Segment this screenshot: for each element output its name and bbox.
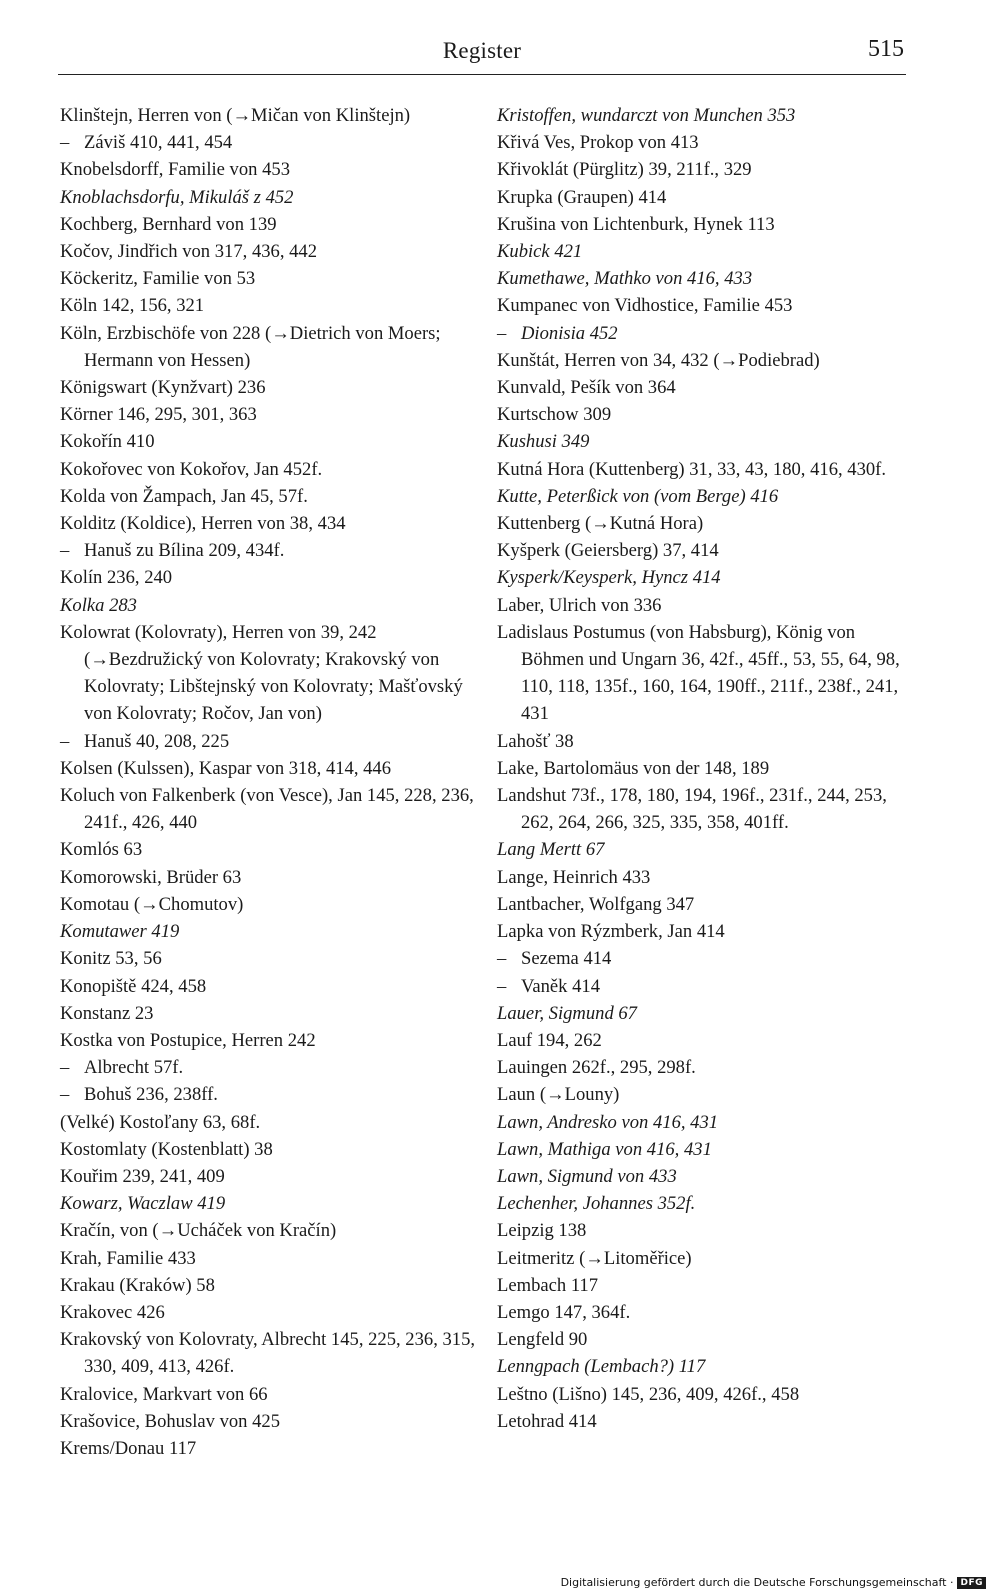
index-entry: Kračín, von (→Ucháček von Kračín) [60, 1220, 337, 1242]
index-entry: Kokořovec von Kokořov, Jan 452f. [60, 458, 323, 480]
index-entry: Kristoffen, wundarczt von Munchen 353 [497, 105, 796, 126]
index-subentry: – Záviš 410, 441, 454 [60, 129, 480, 156]
index-entry: Kyšperk (Geiersberg) 37, 414 [497, 540, 719, 562]
index-entry: Koluch von Falkenberk (von Vesce), Jan 145, 228, 236, 241f., 426, 440 [60, 785, 474, 834]
index-entry: Knobelsdorff, Familie von 453 [60, 159, 290, 181]
index-entry: Kolín 236, 240 [60, 567, 173, 589]
index-entry: Klinštejn, Herren von (→Mičan von Klinštejn) [60, 105, 411, 126]
index-entry: Kutná Hora (Kuttenberg) 31, 33, 43, 180, 416, 430f. [497, 458, 887, 480]
index-entry: Lenngpach (Lembach?) 117 [497, 1356, 706, 1378]
index-entry: Kysperk/Keysperk, Hyncz 414 [497, 567, 721, 589]
index-entry: Kuttenberg (→Kutná Hora) [497, 513, 704, 535]
index-entry: Krah, Familie 433 [60, 1247, 196, 1269]
index-entry: Kunvald, Pešík von 364 [497, 377, 676, 399]
index-entry: Křivá Ves, Prokop von 413 [497, 132, 699, 154]
index-entry: Kowarz, Waczlaw 419 [60, 1193, 226, 1215]
index-entry: Kolda von Žampach, Jan 45, 57f. [60, 485, 308, 507]
index-entry: Komotau (→Chomutov) [60, 893, 244, 915]
index-entry: Křivoklát (Pürglitz) 39, 211f., 329 [497, 159, 752, 181]
index-entry: Krušina von Lichtenburk, Hynek 113 [497, 213, 775, 235]
index-entry: (Velké) Kostoľany 63, 68f. [60, 1111, 261, 1133]
index-entry: Komutawer 419 [60, 921, 180, 943]
index-entry: Kubick 421 [497, 241, 583, 263]
index-entry: Kutte, Peterßick von (vom Berge) 416 [497, 485, 779, 507]
index-entry: Körner 146, 295, 301, 363 [60, 404, 257, 426]
index-entry: Kumpanec von Vidhostice, Familie 453 [497, 295, 793, 317]
index-entry: Laber, Ulrich von 336 [497, 594, 662, 616]
index-entry: Königswart (Kynžvart) 236 [60, 377, 266, 399]
index-entry: Leštno (Lišno) 145, 236, 409, 426f., 458 [497, 1383, 800, 1405]
index-entry: Letohrad 414 [497, 1410, 597, 1432]
index-entry: Kouřim 239, 241, 409 [60, 1165, 225, 1187]
index-entry: Lauingen 262f., 295, 298f. [497, 1057, 696, 1079]
index-subentry: – Albrecht 57f. [60, 1054, 480, 1081]
index-entry: Kostka von Postupice, Herren 242 [60, 1029, 316, 1051]
index-entry: Lengfeld 90 [497, 1329, 588, 1351]
index-entry: Kochberg, Bernhard von 139 [60, 213, 277, 235]
index-entry: Komorowski, Brüder 63 [60, 866, 242, 888]
index-entry: Kumethawe, Mathko von 416, 433 [497, 268, 753, 290]
index-entry: Lange, Heinrich 433 [497, 866, 651, 888]
index-entry: Lantbacher, Wolfgang 347 [497, 893, 695, 915]
index-entry: Kunštát, Herren von 34, 432 (→Podiebrad) [497, 349, 820, 371]
page-title: Register [442, 38, 522, 63]
index-entry: Kurtschow 309 [497, 404, 612, 426]
index-entry: Lapka von Rýzmberk, Jan 414 [497, 921, 725, 943]
index-subentry: – Hanuš 40, 208, 225 [60, 728, 480, 755]
index-entry: Krakau (Kraków) 58 [60, 1274, 215, 1296]
index-entry: Kolditz (Koldice), Herren von 38, 434 [60, 513, 346, 535]
index-entry: Lechenher, Johannes 352f. [497, 1193, 696, 1215]
index-entry: Leipzig 138 [497, 1220, 587, 1242]
index-entry: Ladislaus Postumus (von Habsburg), König von Böhmen und Ungarn 36, 42f., 45ff., 53, 55, 64, 98, 110, 118, 135f., 160, 164, 190ff., 211f., 238f., 241, 431 [497, 621, 900, 725]
index-entry: Knoblachsdorfu, Mikuláš z 452 [60, 186, 294, 208]
index-entry: Konstanz 23 [60, 1002, 154, 1024]
index-entry: Köln 142, 156, 321 [60, 295, 205, 317]
index-entry: Lang Mertt 67 [497, 839, 605, 861]
index-entry: Lauer, Sigmund 67 [497, 1002, 637, 1024]
page-header [58, 36, 906, 75]
index-entry: Leitmeritz (→Litoměřice) [497, 1247, 692, 1269]
index-entry: Kokořín 410 [60, 431, 155, 453]
index-entry: Kostomlaty (Kostenblatt) 38 [60, 1138, 273, 1160]
index-entry: Köln, Erzbischöfe von 228 (→Dietrich von Moers; Hermann von Hessen) [60, 322, 441, 371]
index-entry: Krupka (Graupen) 414 [497, 186, 667, 208]
index-column-left [60, 102, 480, 1462]
index-subentry: – Hanuš zu Bílina 209, 434f. [60, 537, 480, 564]
funding-note: Digitalisierung gefördert durch die Deutsche Forschungsgemeinschaft · [560, 1576, 954, 1589]
index-entry: Lembach 117 [497, 1274, 599, 1296]
index-subentry: – Vaněk 414 [497, 973, 917, 1000]
index-entry: Lake, Bartolomäus von der 148, 189 [497, 757, 770, 779]
index-entry: Krems/Donau 117 [60, 1437, 197, 1459]
index-entry: Konopiště 424, 458 [60, 975, 207, 997]
index-entry: Kolowrat (Kolovraty), Herren von 39, 242 (→Bezdružický von Kolovraty; Krakovský von Kolovraty; Libštejnský von Kolovraty; Mašťovský von Kolovraty; Ročov, Jan von) [60, 621, 463, 725]
index-entry: Lawn, Sigmund von 433 [497, 1165, 677, 1187]
index-subentry: – Bohuš 236, 238ff. [60, 1081, 480, 1108]
index-entry: Laun (→Louny) [497, 1084, 620, 1106]
index-entry: Krakovský von Kolovraty, Albrecht 145, 225, 236, 315, 330, 409, 413, 426f. [60, 1329, 476, 1378]
page-number: 515 [868, 36, 904, 62]
index-entry: Lauf 194, 262 [497, 1029, 602, 1051]
index-entry: Konitz 53, 56 [60, 948, 162, 970]
index-entry: Lawn, Andresko von 416, 431 [497, 1111, 719, 1133]
index-entry: Kolsen (Kulssen), Kaspar von 318, 414, 446 [60, 757, 392, 779]
index-entry: Krakovec 426 [60, 1301, 165, 1323]
index-entry: Landshut 73f., 178, 180, 194, 196f., 231f., 244, 253, 262, 264, 266, 325, 335, 358, 401ff. [497, 785, 887, 834]
index-column-right [497, 102, 917, 1435]
index-entry: Lemgo 147, 364f. [497, 1301, 631, 1323]
index-entry: Lahošť 38 [497, 730, 574, 752]
index-entry: Lawn, Mathiga von 416, 431 [497, 1138, 712, 1160]
index-entry: Kushusi 349 [497, 431, 590, 453]
index-entry: Kralovice, Markvart von 66 [60, 1383, 268, 1405]
page-footer [561, 1576, 986, 1589]
index-entry: Kočov, Jindřich von 317, 436, 442 [60, 241, 318, 263]
index-entry: Krašovice, Bohuslav von 425 [60, 1410, 280, 1432]
index-entry: Kolka 283 [60, 594, 137, 616]
index-entry: Komlós 63 [60, 839, 143, 861]
dfg-logo: DFG [957, 1577, 986, 1589]
index-subentry: – Sezema 414 [497, 945, 917, 972]
index-subentry: – Dionisia 452 [497, 320, 917, 347]
index-entry: Köckeritz, Familie von 53 [60, 268, 256, 290]
